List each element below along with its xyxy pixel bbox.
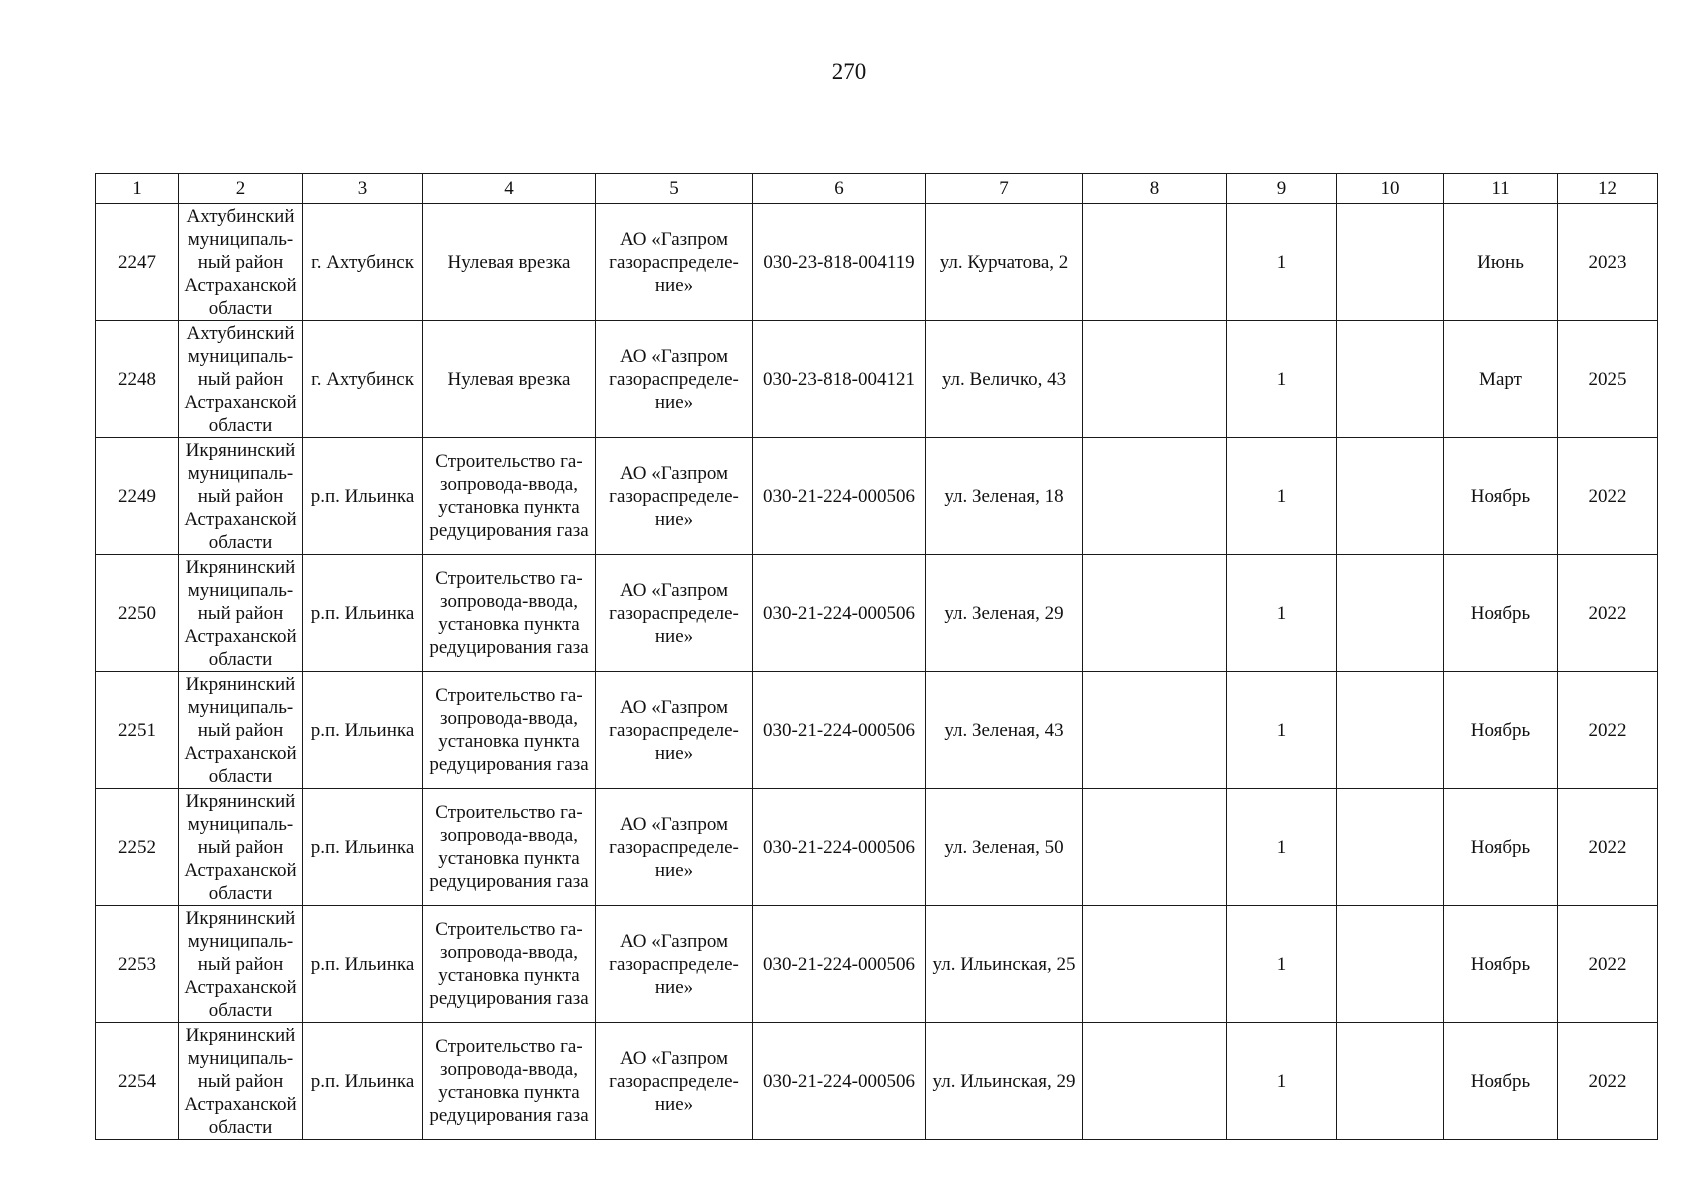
object-code-cell-text: 030-21-224-000506: [763, 1070, 915, 1092]
address-cell: [926, 438, 1083, 555]
column-header: 3: [303, 174, 423, 204]
year-cell-text: 2022: [1588, 953, 1627, 975]
row-number-cell: [96, 321, 179, 438]
work-type-cell-text: Нулевая врезка: [447, 251, 571, 273]
district-cell-text: Икрянинский муниципаль- ный район Астраханской области: [184, 439, 297, 553]
year-cell: [1558, 789, 1658, 906]
column-header: 2: [179, 174, 303, 204]
table-row: [96, 672, 1658, 789]
object-code-cell: [753, 906, 926, 1023]
row-number-cell-text: 2251: [118, 719, 156, 741]
column-10-cell: [1337, 672, 1444, 789]
operator-cell-text: АО «Газпром газораспределе- ние»: [609, 345, 739, 413]
month-cell: [1444, 321, 1558, 438]
table-row: [96, 906, 1658, 1023]
work-type-cell: [423, 555, 596, 672]
column-header: 9: [1227, 174, 1337, 204]
settlement-cell: [303, 438, 423, 555]
row-number-cell: [96, 906, 179, 1023]
column-number-row: [96, 174, 1658, 204]
address-cell: [926, 789, 1083, 906]
operator-cell-text: АО «Газпром газораспределе- ние»: [609, 579, 739, 647]
district-cell-text: Икрянинский муниципаль- ный район Астраханской области: [184, 1024, 297, 1138]
column-header: 8: [1083, 174, 1227, 204]
column-8-cell: [1083, 321, 1227, 438]
work-type-cell-text: Строительство га- зопровода-ввода, установка пункта редуцирования газа: [429, 451, 589, 541]
operator-cell: [596, 906, 753, 1023]
object-code-cell-text: 030-21-224-000506: [763, 602, 915, 624]
operator-cell: [596, 204, 753, 321]
column-8-cell: [1083, 906, 1227, 1023]
count-cell-text: 1: [1276, 1070, 1287, 1092]
month-cell-text: Ноябрь: [1470, 602, 1531, 624]
address-cell-text: ул. Зеленая, 43: [944, 719, 1064, 741]
year-cell-text: 2022: [1588, 602, 1627, 624]
count-cell-text: 1: [1276, 251, 1287, 273]
district-cell: [179, 438, 303, 555]
settlement-cell-text: р.п. Ильинка: [310, 953, 415, 975]
operator-cell: [596, 789, 753, 906]
month-cell-text: Март: [1479, 368, 1522, 390]
district-cell-text: Икрянинский муниципаль- ный район Астраханской области: [184, 790, 297, 904]
settlement-cell-text: г. Ахтубинск: [311, 368, 414, 390]
operator-cell-text: АО «Газпром газораспределе- ние»: [609, 930, 739, 998]
settlement-cell: [303, 1023, 423, 1140]
object-code-cell-text: 030-21-224-000506: [763, 719, 915, 741]
district-cell: [179, 672, 303, 789]
month-cell: [1444, 438, 1558, 555]
work-type-cell-text: Строительство га- зопровода-ввода, установка пункта редуцирования газа: [429, 919, 589, 1009]
count-cell: [1227, 906, 1337, 1023]
count-cell-text: 1: [1276, 368, 1287, 390]
column-8-cell: [1083, 672, 1227, 789]
address-cell-text: ул. Ильинская, 25: [932, 953, 1076, 975]
work-type-cell-text: Строительство га- зопровода-ввода, установка пункта редуцирования газа: [429, 1036, 589, 1126]
settlement-cell: [303, 906, 423, 1023]
count-cell-text: 1: [1276, 836, 1287, 858]
count-cell: [1227, 321, 1337, 438]
work-type-cell: [423, 789, 596, 906]
district-cell-text: Икрянинский муниципаль- ный район Астраханской области: [184, 673, 297, 787]
object-code-cell: [753, 321, 926, 438]
count-cell-text: 1: [1276, 719, 1287, 741]
table-row: [96, 1023, 1658, 1140]
district-cell: [179, 555, 303, 672]
settlement-cell-text: г. Ахтубинск: [311, 251, 414, 273]
year-cell: [1558, 906, 1658, 1023]
settlement-cell: [303, 204, 423, 321]
year-cell: [1558, 1023, 1658, 1140]
year-cell-text: 2022: [1588, 1070, 1627, 1092]
settlement-cell: [303, 321, 423, 438]
operator-cell-text: АО «Газпром газораспределе- ние»: [609, 462, 739, 530]
column-8-cell: [1083, 204, 1227, 321]
register-table: [95, 173, 1658, 1140]
year-cell-text: 2025: [1588, 368, 1627, 390]
month-cell-text: Ноябрь: [1470, 1070, 1531, 1092]
month-cell: [1444, 204, 1558, 321]
page-number: 270: [831, 59, 867, 84]
operator-cell: [596, 438, 753, 555]
month-cell: [1444, 555, 1558, 672]
settlement-cell: [303, 672, 423, 789]
object-code-cell: [753, 1023, 926, 1140]
operator-cell-text: АО «Газпром газораспределе- ние»: [609, 813, 739, 881]
work-type-cell: [423, 1023, 596, 1140]
operator-cell-text: АО «Газпром газораспределе- ние»: [609, 228, 739, 296]
operator-cell-text: АО «Газпром газораспределе- ние»: [609, 696, 739, 764]
address-cell: [926, 204, 1083, 321]
row-number-cell-text: 2254: [118, 1070, 156, 1092]
settlement-cell-text: р.п. Ильинка: [310, 836, 415, 858]
district-cell-text: Икрянинский муниципаль- ный район Астраханской области: [184, 907, 297, 1021]
row-number-cell: [96, 204, 179, 321]
work-type-cell: [423, 906, 596, 1023]
year-cell-text: 2022: [1588, 836, 1627, 858]
address-cell: [926, 906, 1083, 1023]
district-cell-text: Ахтубинский муниципаль- ный район Астраханской области: [184, 322, 297, 436]
table-row: [96, 321, 1658, 438]
settlement-cell-text: р.п. Ильинка: [310, 1070, 415, 1092]
month-cell: [1444, 906, 1558, 1023]
row-number-cell: [96, 789, 179, 906]
table-row: [96, 555, 1658, 672]
count-cell-text: 1: [1276, 485, 1287, 507]
row-number-cell-text: 2248: [118, 368, 156, 390]
work-type-cell-text: Нулевая врезка: [447, 368, 571, 390]
column-header: 4: [423, 174, 596, 204]
column-header: 11: [1444, 174, 1558, 204]
row-number-cell: [96, 1023, 179, 1140]
column-8-cell: [1083, 1023, 1227, 1140]
district-cell-text: Ахтубинский муниципаль- ный район Астраханской области: [184, 205, 297, 319]
work-type-cell: [423, 438, 596, 555]
table-row: [96, 789, 1658, 906]
column-header: 1: [96, 174, 179, 204]
count-cell-text: 1: [1276, 953, 1287, 975]
object-code-cell: [753, 204, 926, 321]
address-cell: [926, 1023, 1083, 1140]
operator-cell-text: АО «Газпром газораспределе- ние»: [609, 1047, 739, 1115]
year-cell-text: 2022: [1588, 485, 1627, 507]
object-code-cell: [753, 672, 926, 789]
address-cell-text: ул. Зеленая, 29: [944, 602, 1064, 624]
address-cell: [926, 321, 1083, 438]
count-cell: [1227, 789, 1337, 906]
settlement-cell: [303, 555, 423, 672]
column-header: 10: [1337, 174, 1444, 204]
year-cell: [1558, 555, 1658, 672]
row-number-cell-text: 2250: [118, 602, 156, 624]
month-cell-text: Ноябрь: [1470, 719, 1531, 741]
row-number-cell-text: 2247: [118, 251, 156, 273]
count-cell-text: 1: [1276, 602, 1287, 624]
column-10-cell: [1337, 438, 1444, 555]
count-cell: [1227, 204, 1337, 321]
row-number-cell: [96, 438, 179, 555]
address-cell-text: ул. Зеленая, 50: [944, 836, 1064, 858]
district-cell-text: Икрянинский муниципаль- ный район Астраханской области: [184, 556, 297, 670]
settlement-cell-text: р.п. Ильинка: [310, 719, 415, 741]
object-code-cell: [753, 555, 926, 672]
object-code-cell: [753, 438, 926, 555]
district-cell: [179, 204, 303, 321]
column-10-cell: [1337, 204, 1444, 321]
year-cell-text: 2023: [1588, 251, 1627, 273]
month-cell-text: Ноябрь: [1470, 836, 1531, 858]
address-cell-text: ул. Величко, 43: [941, 368, 1067, 390]
row-number-cell-text: 2252: [118, 836, 156, 858]
count-cell: [1227, 555, 1337, 672]
settlement-cell: [303, 789, 423, 906]
year-cell: [1558, 204, 1658, 321]
column-8-cell: [1083, 438, 1227, 555]
work-type-cell: [423, 672, 596, 789]
district-cell: [179, 1023, 303, 1140]
row-number-cell-text: 2249: [118, 485, 156, 507]
object-code-cell-text: 030-23-818-004119: [763, 251, 915, 273]
object-code-cell-text: 030-21-224-000506: [763, 485, 915, 507]
column-10-cell: [1337, 321, 1444, 438]
column-10-cell: [1337, 906, 1444, 1023]
column-10-cell: [1337, 789, 1444, 906]
column-header: 12: [1558, 174, 1658, 204]
work-type-cell-text: Строительство га- зопровода-ввода, установка пункта редуцирования газа: [429, 685, 589, 775]
address-cell: [926, 672, 1083, 789]
month-cell-text: Июнь: [1477, 251, 1524, 273]
month-cell-text: Ноябрь: [1470, 953, 1531, 975]
column-header: 6: [753, 174, 926, 204]
column-8-cell: [1083, 789, 1227, 906]
district-cell: [179, 789, 303, 906]
settlement-cell-text: р.п. Ильинка: [310, 485, 415, 507]
month-cell: [1444, 789, 1558, 906]
column-8-cell: [1083, 555, 1227, 672]
address-cell-text: ул. Зеленая, 18: [944, 485, 1064, 507]
column-10-cell: [1337, 1023, 1444, 1140]
row-number-cell: [96, 555, 179, 672]
month-cell-text: Ноябрь: [1470, 485, 1531, 507]
operator-cell: [596, 1023, 753, 1140]
column-10-cell: [1337, 555, 1444, 672]
year-cell-text: 2022: [1588, 719, 1627, 741]
address-cell: [926, 555, 1083, 672]
address-cell-text: ул. Курчатова, 2: [939, 251, 1069, 273]
row-number-cell-text: 2253: [118, 953, 156, 975]
address-cell-text: ул. Ильинская, 29: [932, 1070, 1076, 1092]
operator-cell: [596, 672, 753, 789]
work-type-cell: [423, 321, 596, 438]
column-header: 7: [926, 174, 1083, 204]
row-number-cell: [96, 672, 179, 789]
operator-cell: [596, 321, 753, 438]
month-cell: [1444, 672, 1558, 789]
settlement-cell-text: р.п. Ильинка: [310, 602, 415, 624]
object-code-cell-text: 030-21-224-000506: [763, 836, 915, 858]
month-cell: [1444, 1023, 1558, 1140]
district-cell: [179, 906, 303, 1023]
year-cell: [1558, 321, 1658, 438]
object-code-cell: [753, 789, 926, 906]
count-cell: [1227, 672, 1337, 789]
work-type-cell-text: Строительство га- зопровода-ввода, установка пункта редуцирования газа: [429, 568, 589, 658]
count-cell: [1227, 438, 1337, 555]
table-row: [96, 204, 1658, 321]
column-header: 5: [596, 174, 753, 204]
work-type-cell: [423, 204, 596, 321]
year-cell: [1558, 438, 1658, 555]
district-cell: [179, 321, 303, 438]
year-cell: [1558, 672, 1658, 789]
object-code-cell-text: 030-21-224-000506: [763, 953, 915, 975]
table-row: [96, 438, 1658, 555]
object-code-cell-text: 030-23-818-004121: [763, 368, 915, 390]
operator-cell: [596, 555, 753, 672]
work-type-cell-text: Строительство га- зопровода-ввода, установка пункта редуцирования газа: [429, 802, 589, 892]
count-cell: [1227, 1023, 1337, 1140]
